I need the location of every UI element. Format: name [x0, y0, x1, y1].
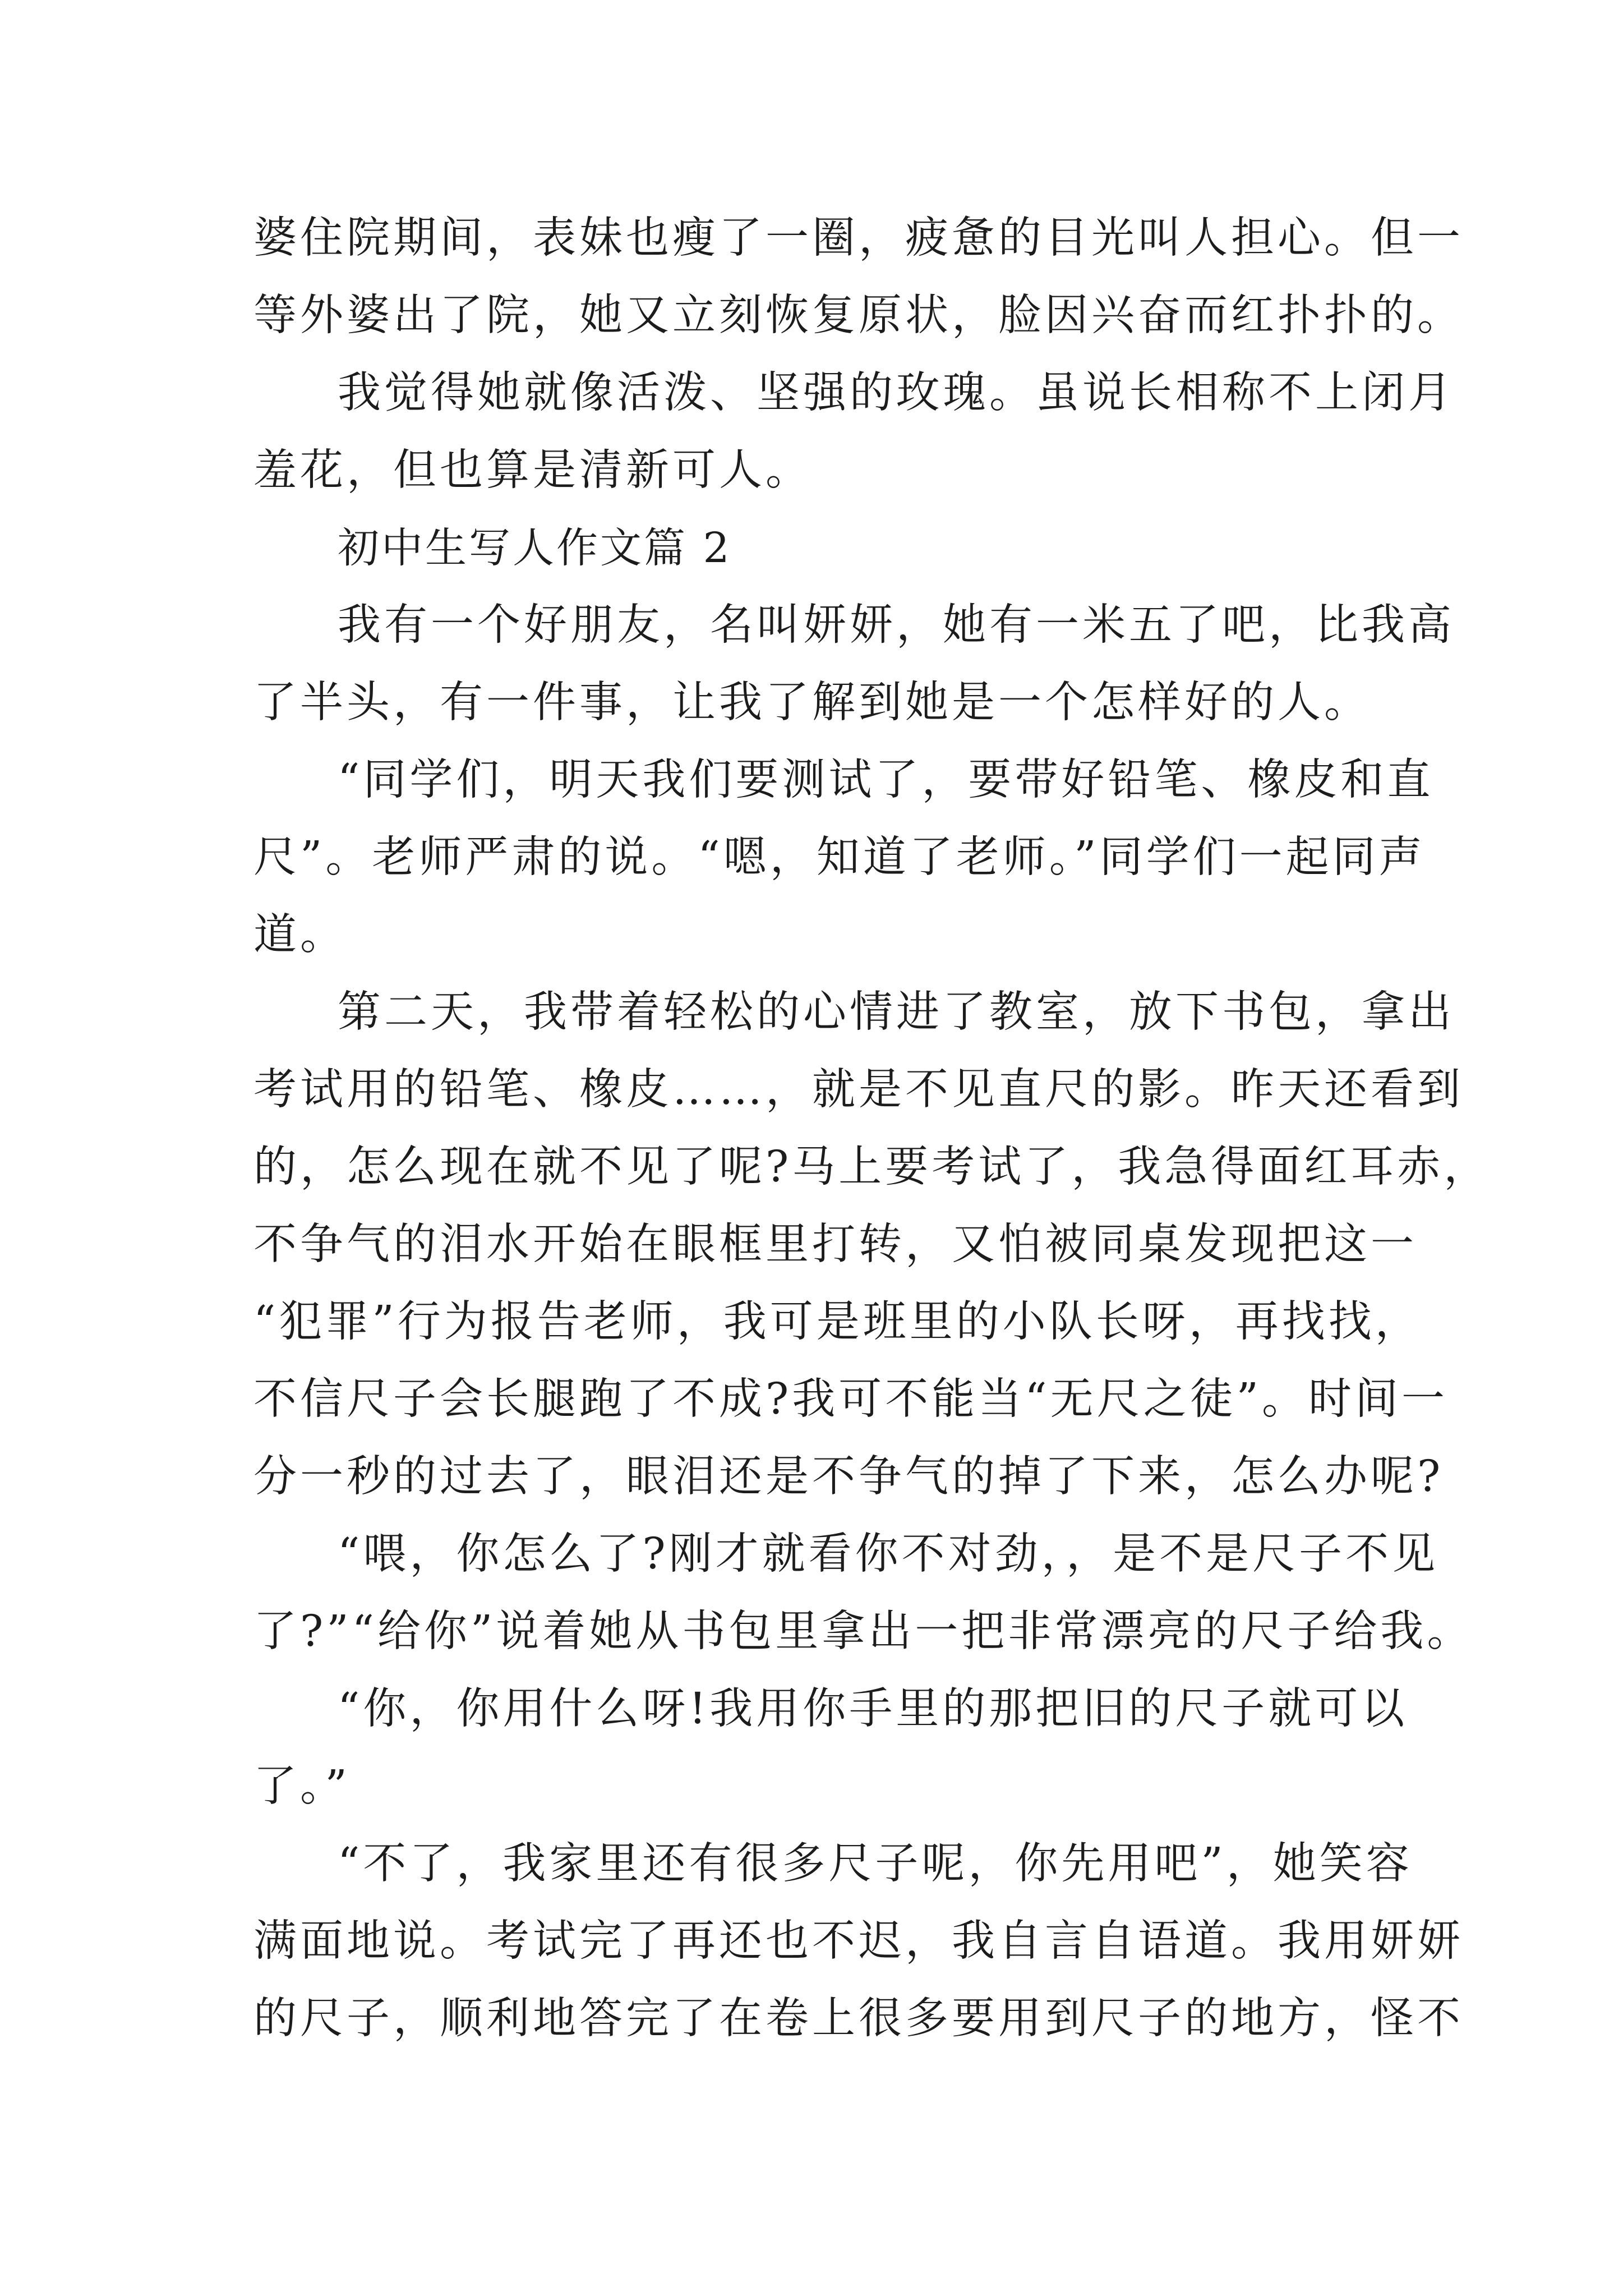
- text-line: “犯罪”行为报告老师，我可是班里的小队长呀，再找找，: [253, 1297, 1422, 1347]
- text-line: 第二天，我带着轻松的心情进了教室，放下书包，拿出: [338, 987, 1455, 1037]
- text-line: 分一秒的过去了，眼泪还是不争气的掉了下来，怎么办呢?: [253, 1452, 1444, 1502]
- text-line: 等外婆出了院，她又立刻恢复原状，脸因兴奋而红扑扑的。: [253, 291, 1464, 341]
- text-line: “不了，我家里还有很多尺子呢，你先用吧”，她笑容: [338, 1839, 1413, 1889]
- text-line: 满面地说。考试完了再还也不迟，我自言自语道。我用妍妍: [253, 1916, 1464, 1966]
- text-line: 尺”。老师严肃的说。“嗯，知道了老师。”同学们一起同声: [253, 832, 1426, 882]
- text-line: 了半头，有一件事，让我了解到她是一个怎样好的人。: [253, 678, 1371, 728]
- text-line: “同学们，明天我们要测试了，要带好铅笔、橡皮和直: [338, 755, 1434, 805]
- text-line: 的，怎么现在就不见了呢?马上要考试了，我急得面红耳赤，: [253, 1142, 1491, 1192]
- text-line: 的尺子，顺利地答完了在卷上很多要用到尺子的地方，怪不: [253, 1994, 1464, 2044]
- text-line: 考试用的铅笔、橡皮……，就是不见直尺的影。昨天还看到: [253, 1065, 1464, 1115]
- text-line: 不信尺子会长腿跑了不成?我可不能当“无尺之徒”。时间一: [253, 1374, 1449, 1424]
- text-line: 道。: [253, 910, 347, 960]
- text-line: 不争气的泪水开始在眼框里打转，又怕被同桌发现把这一: [253, 1220, 1417, 1269]
- text-line: 我觉得她就像活泼、坚强的玫瑰。虽说长相称不上闭月: [338, 368, 1455, 418]
- text-line: 了?”“给你”说着她从书包里拿出一把非常漂亮的尺子给我。: [253, 1607, 1474, 1657]
- text-line: 婆住院期间，表妹也瘦了一圈，疲惫的目光叫人担心。但一: [253, 213, 1464, 263]
- text-line: 了。”: [253, 1761, 351, 1811]
- text-line: “喂，你怎么了?刚才就看你不对劲，，是不是尺子不见: [338, 1529, 1439, 1579]
- document-body: [253, 200, 1491, 2058]
- text-line: “你，你用什么呀!我用你手里的那把旧的尺子就可以: [338, 1684, 1408, 1734]
- text-line: 羞花，但也算是清新可人。: [253, 445, 812, 495]
- section-heading: 初中生写人作文篇 2: [338, 524, 732, 572]
- text-line: 我有一个好朋友，名叫妍妍，她有一米五了吧，比我高: [338, 600, 1455, 650]
